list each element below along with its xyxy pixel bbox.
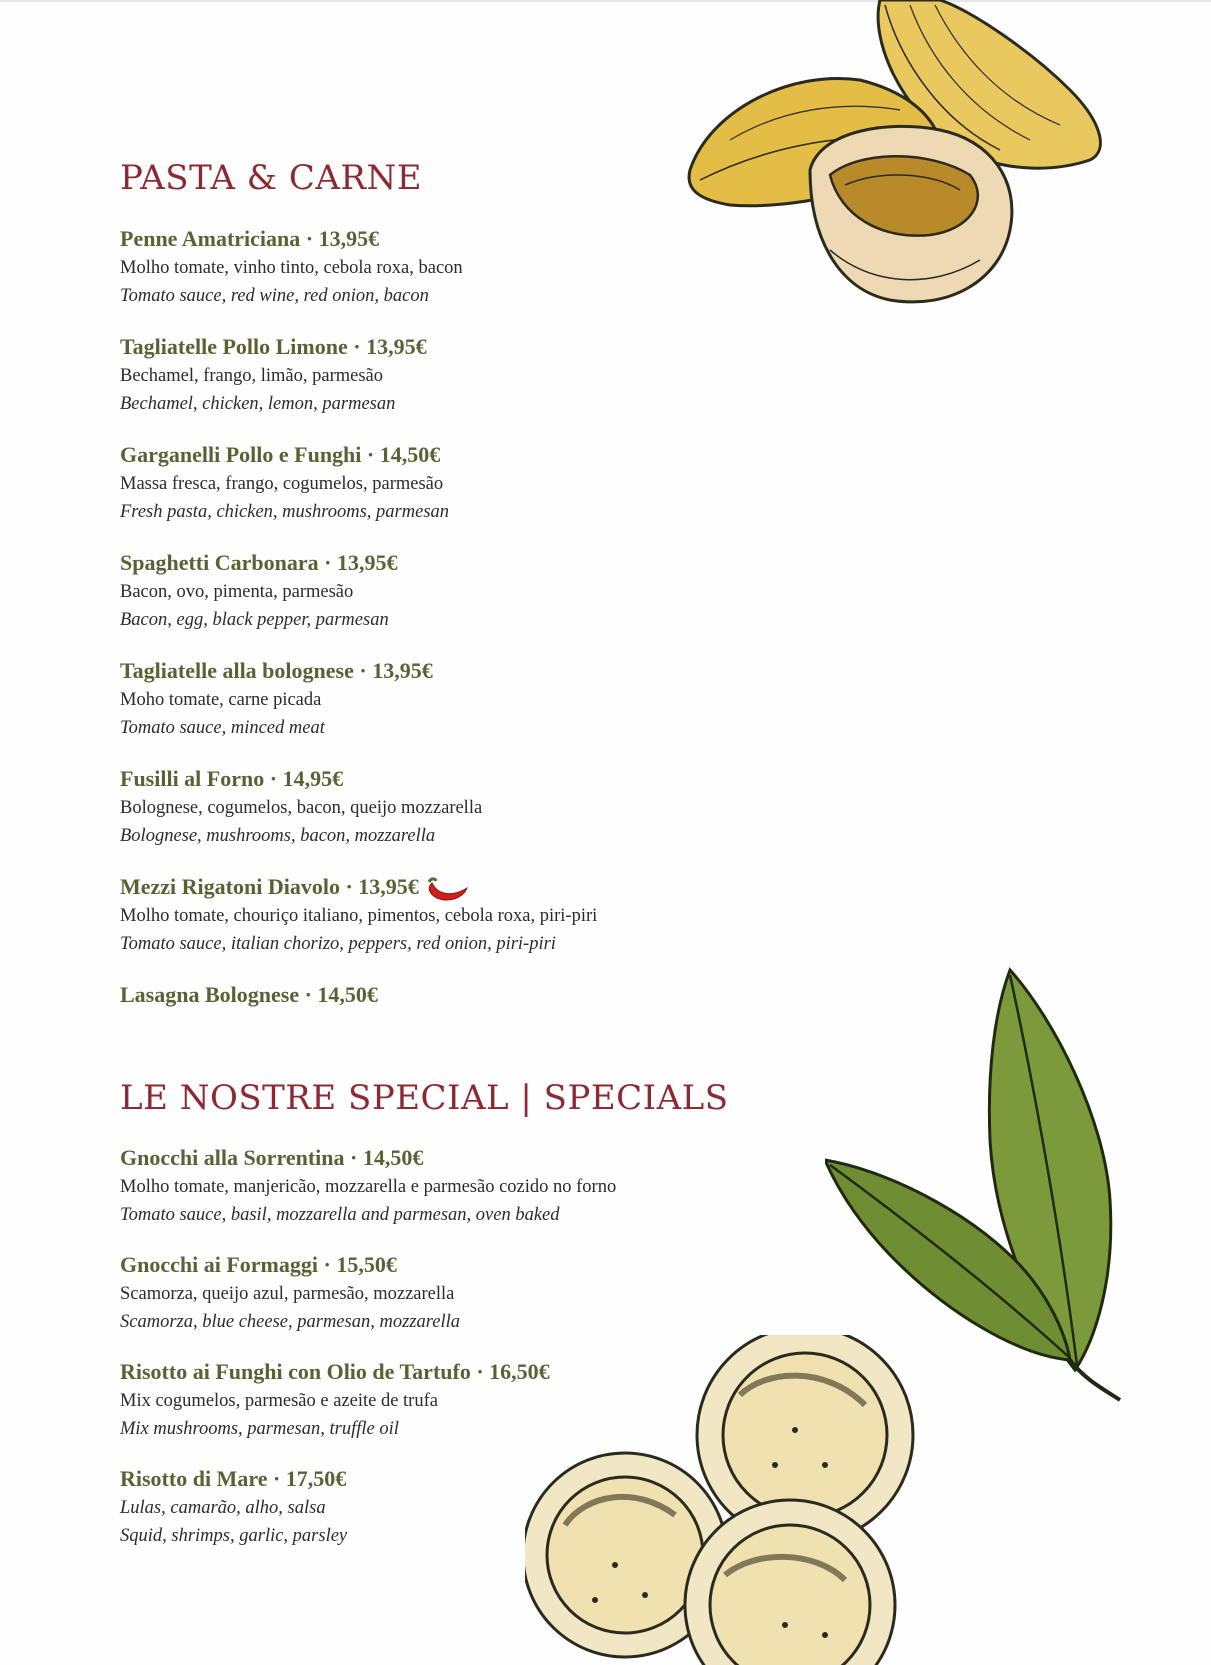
dish-description-pt: Mix cogumelos, parmesão e azeite de trufa xyxy=(120,1391,438,1411)
dish-description-pt: Lulas, camarão, alho, salsa xyxy=(120,1498,326,1518)
dish-name: Spaghetti Carbonara · 13,95€ xyxy=(120,550,398,575)
dish-description-pt: Bechamel, frango, limão, parmesão xyxy=(120,366,384,386)
menu-item xyxy=(120,1357,550,1443)
dish-description-pt: Moho tomate, carne picada xyxy=(120,690,322,710)
dish-name: Tagliatelle Pollo Limone · 13,95€ xyxy=(120,334,427,359)
dish-name: Penne Amatriciana · 13,95€ xyxy=(120,226,380,251)
dish-description-pt: Scamorza, queijo azul, parmesão, mozzarella xyxy=(120,1284,455,1304)
menu-item xyxy=(120,224,463,310)
dish-description-en: Scamorza, blue cheese, parmesan, mozzarella xyxy=(120,1312,460,1332)
dish-description-en: Bacon, egg, black pepper, parmesan xyxy=(120,610,389,630)
dish-description-pt: Molho tomate, manjericão, mozzarella e parmesão cozido no forno xyxy=(120,1177,617,1197)
dish-description-en: Tomato sauce, minced meat xyxy=(120,718,325,738)
ravioli-illustration xyxy=(525,1335,965,1665)
conchiglie-pasta-illustration xyxy=(670,0,1130,320)
dish-description-en: Squid, shrimps, garlic, parsley xyxy=(120,1526,348,1546)
menu-item xyxy=(120,1250,460,1336)
dish-name: Risotto di Mare · 17,50€ xyxy=(120,1466,347,1491)
dish-description-pt: Molho tomate, chouriço italiano, pimentos, cebola roxa, piri-piri xyxy=(120,906,598,926)
menu-item xyxy=(120,872,597,958)
dish-name: Lasagna Bolognese · 14,50€ xyxy=(120,982,378,1007)
dish-name: Mezzi Rigatoni Diavolo · 13,95€ xyxy=(120,874,419,899)
menu-item xyxy=(120,1464,347,1550)
section-title-pasta-carne: PASTA & CARNE xyxy=(120,158,423,198)
dish-description-en: Mix mushrooms, parmesan, truffle oil xyxy=(120,1419,399,1439)
dish-description-en: Tomato sauce, italian chorizo, peppers, red onion, piri-piri xyxy=(120,934,556,954)
dish-name: Gnocchi alla Sorrentina · 14,50€ xyxy=(120,1145,424,1170)
dish-name: Gnocchi ai Formaggi · 15,50€ xyxy=(120,1252,397,1277)
dish-name: Fusilli al Forno · 14,95€ xyxy=(120,766,344,791)
dish-description-en: Fresh pasta, chicken, mushrooms, parmesan xyxy=(120,502,450,522)
dish-description-pt: Bacon, ovo, pimenta, parmesão xyxy=(120,582,354,602)
dish-name: Tagliatelle alla bolognese · 13,95€ xyxy=(120,658,433,683)
menu-item xyxy=(120,1143,616,1229)
dish-description-pt: Molho tomate, vinho tinto, cebola roxa, bacon xyxy=(120,258,463,278)
section-title-specials: LE NOSTRE SPECIAL | SPECIALS xyxy=(120,1078,729,1118)
menu-item xyxy=(120,332,427,418)
dish-description-en: Bechamel, chicken, lemon, parmesan xyxy=(120,394,396,414)
dish-description-en: Tomato sauce, basil, mozzarella and parmesan, oven baked xyxy=(120,1205,560,1225)
dish-description-pt: Massa fresca, frango, cogumelos, parmesão xyxy=(120,474,444,494)
menu-item xyxy=(120,440,449,526)
menu-item xyxy=(120,548,397,634)
menu-item xyxy=(120,656,433,742)
dish-description-en: Bolognese, mushrooms, bacon, mozzarella xyxy=(120,826,436,846)
dish-name: Risotto ai Funghi con Olio de Tartufo · 16,50€ xyxy=(120,1359,550,1384)
dish-name: Garganelli Pollo e Funghi · 14,50€ xyxy=(120,442,441,467)
menu-item xyxy=(120,980,378,1010)
dish-description-en: Tomato sauce, red wine, red onion, bacon xyxy=(120,286,429,306)
dish-description-pt: Bolognese, cogumelos, bacon, queijo mozzarella xyxy=(120,798,483,818)
menu-item xyxy=(120,764,482,850)
chili-pepper-icon xyxy=(423,876,469,902)
dish-name-row xyxy=(120,872,597,902)
